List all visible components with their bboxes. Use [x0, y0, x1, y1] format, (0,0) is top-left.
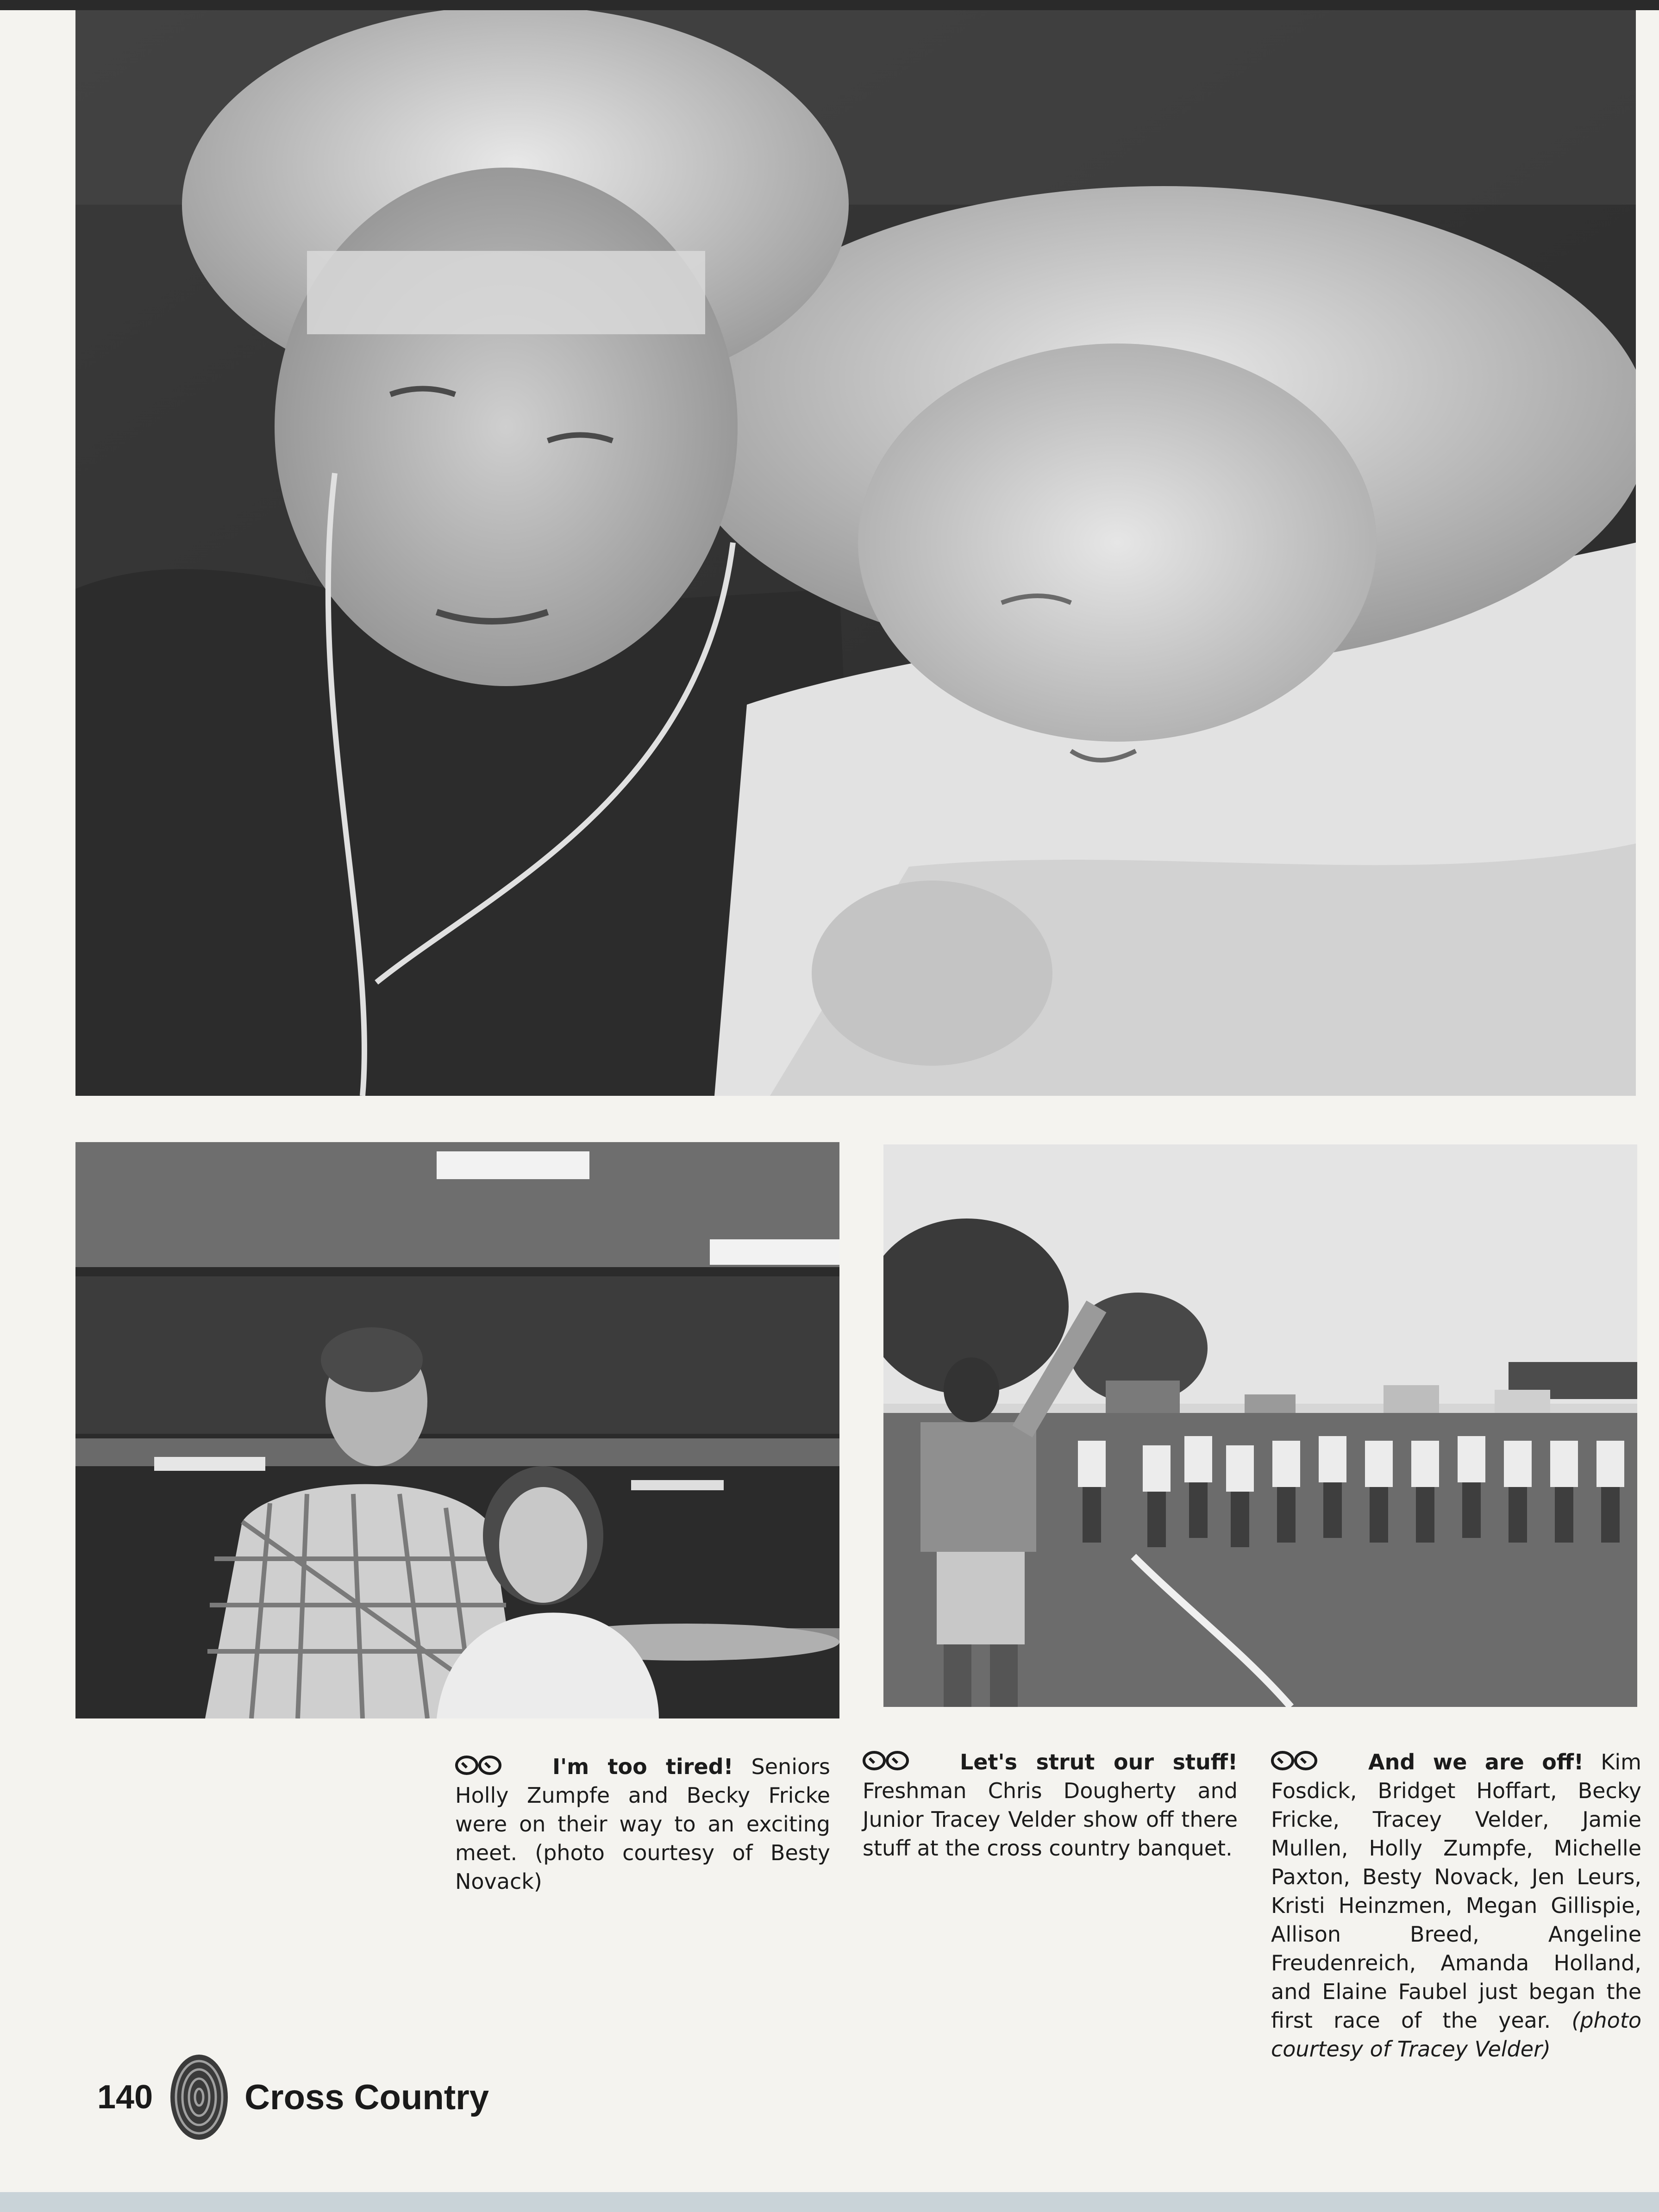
- footprints-icon: [455, 1754, 506, 1777]
- caption-body: Kim Fosdick, Bridget Hoffart, Becky Fricke, Tracey Velder, Jamie Mullen, Holly Zumpfe, Michelle Paxton, Besty Novack, Jen Leurs, Kristi Heinzmen, Megan Gillispie, Allison Breed, Angeline Freudenreich, Amanda Holland, and Elaine Faubel just began the first race of the year.: [1271, 1750, 1641, 2033]
- caption-body: Seniors Holly Zumpfe and Becky Fricke were on their way to an exciting meet. (photo courtesy of Besty Novack): [455, 1754, 830, 1894]
- caption-too-tired: [455, 1752, 830, 1896]
- fingerprint-icon: [167, 2051, 232, 2143]
- caption-headline: And we are off!: [1368, 1750, 1584, 1775]
- scan-top-edge: [0, 0, 1659, 10]
- photo-sleeping-seniors: [75, 10, 1636, 1096]
- page-footer: [97, 2069, 489, 2125]
- section-title: Cross Country: [244, 2077, 489, 2117]
- caption-headline: I'm too tired!: [552, 1754, 733, 1779]
- photo-credit: (photo courtesy of Tracey Velder): [1271, 2008, 1641, 2062]
- photo-race-start: [883, 1144, 1637, 1707]
- footprints-icon: [863, 1749, 914, 1772]
- footprints-icon: [1271, 1749, 1322, 1772]
- scan-bottom-edge: [0, 2192, 1659, 2212]
- photo-banquet-couple: [75, 1142, 839, 1718]
- caption-we-are-off: [1271, 1748, 1641, 2063]
- caption-headline: Let's strut our stuff!: [960, 1750, 1238, 1775]
- caption-strut-stuff: [863, 1748, 1238, 1862]
- caption-body: Freshman Chris Dougherty and Junior Tracey Velder show off there stuff at the cross country banquet.: [863, 1778, 1238, 1861]
- page-number: 140: [97, 2079, 153, 2116]
